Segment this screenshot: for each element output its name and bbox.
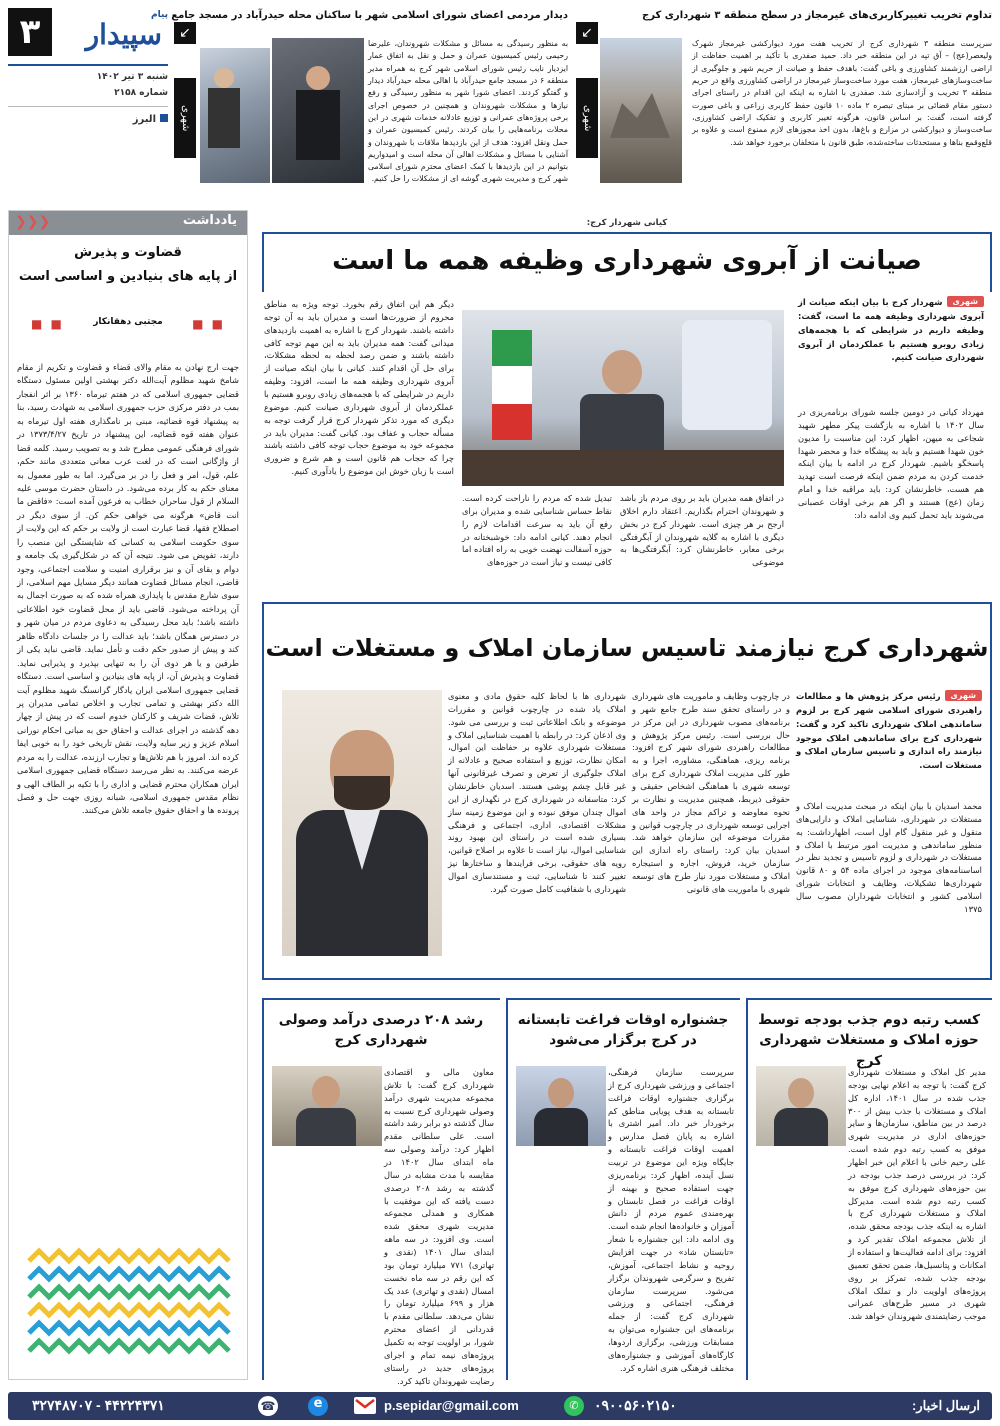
bottom-body: معاون مالی و اقتصادی شهرداری کرج گفت: با تلاش مجموعه مدیریت شهری درآمد وصولی شهرداری کرج نسبت به سال گذشته دو برابر رشد داشته است. علی سلطانی مقدم اظهار کرد: درآمد وصولی سه ماه ابتدای سال ۱۴۰۲ در مقایسه با مدت مشابه در سال گذشته به رشد ۲۰۸ درصدی دست یافته که این موفقیت با همکاری و همدلی مجموعه مدیریت شهری محقق شده است. وی افزود: در سه ماهه ابتدای سال ۱۴۰۱ (نقدی و تهاتری) ۷۷۱ میلیارد تومان بود که این رقم در سه ماه نخست امسال (نقدی و تهاتری) عدد یک هزار و ۶۹۹ میلیارد تومان را نشان می‌دهد. سلطانی مقدم با قدردانی از اعضای محترم شورا، بر اولویت توجه به تکمیل پروژه‌های نیمه تمام و اجرای پروژه‌های جدید در راستای رضایت شهروندان تاکید کرد.	[384, 1067, 495, 1386]
iran-flag-shape	[492, 330, 532, 440]
arrow-down-left-icon: ↙	[576, 22, 598, 44]
column-section-label: یادداشت	[182, 213, 237, 228]
footer-mobile-phone[interactable]: ۰۹۰۰۵۶۰۲۱۵۰	[594, 1397, 677, 1413]
person-body-shape	[580, 394, 664, 454]
dots-left-icon: ■ ■	[31, 317, 64, 331]
person-head-shape	[306, 66, 330, 90]
logo	[56, 8, 168, 58]
story-photo-demolition	[600, 38, 682, 183]
column-title-1: قضاوت و پذیرش	[74, 245, 182, 260]
feature-kicker: کیانی شهردار کرج:	[586, 218, 668, 228]
top-story-headline[interactable]: دیدار مردمی اعضای شورای اسلامی شهر با ساکنان محله حیدرآباد در مسجد جامع	[171, 10, 568, 21]
province-marker-icon	[160, 114, 168, 122]
masthead-divider	[8, 106, 168, 107]
dots-right-icon: ■ ■	[192, 317, 225, 331]
bottom-story-budget	[746, 998, 992, 1380]
page-number: ۳	[8, 8, 52, 56]
feature-col-2: در چارچوب وظایف و ماموریت های شهرداری و در راستای تحقق سند طرح جامع شهر و برنامه‌های مصوب شهرداری در این مرکز در حال بررسی است. رئیس مرکز پژوهش و مطالعات راهبردی شورای شهر کرج افزود: برنامه ریزی، هماهنگی، مشاوره، اجرا و به طور کلی مدیریت املاک شهرداری کرج برای توسعه شهری با هماهنگی اشخاص حقیقی و حقوقی ذیربط، همچنین مدیریت و نظارت بر نحوه معاوضه و تراکم مجاز در واحد های اجرایی توسعه شهرداری در چارچوب قوانین و مقررات موضوعه این سازمان خواهد شد. اسدیان بیان کرد: راستای راه اندازی این سازمان خرید، فروش، اجاره و استیجاره املاک و مستغلات مورد نیاز طرح های توسعه شهری با ماموریت های قانونی	[632, 691, 790, 894]
logo-big-text: سپیدار	[85, 18, 162, 51]
feature-col-1: مهرداد کیانی در دومین جلسه شورای برنامه‌ریزی در سال ۱۴۰۲ با اشاره به بازگشت پیکر مطهر شهید شجاعی به میهن، اظهار کرد: این مناسبت را مدیون خون شهدا هستیم و باید به پیشگاه خدا و محضر شهدا پاسخگو باشیم. شهردار کرج در ادامه با بیان اینکه خدمت کردن به مردم ضمن اینکه فرصت است تهدید هم هست، خاطرنشان کرد: باید مراقبه خدا و امام زمان (عج) هستند و اگر هم برخی اوقات عصبانی می‌شوند باید تحمل کنیم وی ادامه داد:	[798, 407, 985, 520]
bottom-story-festival	[506, 998, 740, 1380]
province-name: البرز	[132, 114, 156, 125]
section-tag: شهری	[947, 296, 984, 307]
gmail-icon[interactable]	[354, 1397, 376, 1414]
web-e-icon[interactable]: e	[308, 1396, 328, 1416]
feature-headline[interactable]: شهرداری کرج نیازمند تاسیس سازمان املاک و مستغلات است	[265, 634, 989, 662]
feature-col-2: در اتفاق همه مدیران باید بر روی مردم باز باشد و شهروندان احترام بگذاریم. اعتقاد دارم اخلاق ارجح بر هر چیزی است. شهردار کرج در بخش دیگری با اشاره به گلایه شهروندان از آبگرفتگی برخی معابر، خاطرنشان کرد: آبگرفتگی‌ها به موضوعی	[620, 493, 784, 568]
phone-icon: ☎	[258, 1396, 278, 1416]
story-photo-speaker	[272, 38, 364, 183]
footer-label: ارسال اخبار:	[912, 1398, 980, 1413]
opinion-column	[8, 210, 248, 1380]
bottom-headline[interactable]: جشنواره اوقات فراغت تابستانه در کرج برگزار می‌شود	[517, 1012, 729, 1049]
section-tag: شهری	[945, 690, 982, 701]
feature-lead: رئیس مرکز پژوهش ها و مطالعات راهبردی شورای اسلامی شهر کرج بر لزوم ساماندهی املاک شهرداری تاکید کرد و گفت: شهرداری کرج برای ساماندهی املاک موجود نیازمند راه اندازی و تاسیس سازمان املاک و مستغلات است.	[796, 691, 982, 771]
bottom-story-revenue	[262, 998, 500, 1386]
column-body: جهت ارج نهادن به مقام والای قضاء و قضاوت و تکریم از مقام شامخ شهید مظلوم آیت‌الله دکتر بهشتی اولین مسئول دستگاه قضایی جمهوری اسلامی که در هفتم تیرماه ۱۳۶۰ بر اثر انفجار بمب در دفتر مرکزی حزب جمهوری اسلامی به شهادت رسید، بنا به پیشنهاد قوه قضائیه، مبنی بر نامگذاری هفته اول تیرماه به عنوان هفته قوه قضائیه، این پیشنهاد در تاریخ ۱۳۷۳/۴/۲۷ در شورای فرهنگی عمومی مطرح شد و به تصویب رسید. کلمه قضا از واژگانی است که در لغت عرب معانی متعددی مانند حکم، علم، قول، امر و فعل را در بر می‌گیرد. اما به طور معمول به معنای حکم به کار برده می‌شود. در داستان حضرت موسی علیه السلام از قول ساحران خطاب به فرعون آمده است: «فاقض ما انت قاض» هرگونه می خواهی حکم کن. از سوی دیگر در اصطلاح فقها، قضا عبارت است از ولایت بر حکم که این ولایت از سوی حکومت اسلامی به کسانی که شایستگی این منصب را دارند، تفویض می شود. نتیجه آن که در شکل‌گیری یک جامعه و دوام و بقای آن و نیز برقراری امنیت و سلامت اجتماعی، وجود قاضی، انجام مسائل قضاوت همانند دیگر مسایل مهم اسلامی، از سوی شارع مقدس با پایداری همراه شده که به صورت اجمال به آن پرداخته می‌شود. قاضی باید از محل قضاوت خود اطلاعاتی داشته باشد؛ باید محل رسیدگی به دعاوی مردم در میان شهر و در دسترس همگان باشد؛ باید عدالت را در جلسات دادگاه ظاهر کند و پیش از صدور حکم دقت و تأمل نماید. قاضی نباید یکی از طرفین و یا هر دوی آن را به تنهایی بپذیرد و پذیرایی نماید. قضاوت و پذیرش آن، از پایه های بنیادین و اساسی است. دستگاه قضایی جمهوری اسلامی ایران یادگار گرانسنگ شهید مظلوم آیت الله دکتر بهشتی و تمامی تجارب و اخلاص تمامی مدیران پر تلاش، قضات شریف و کارکنان خدوم است که در پیش از چهار دهه گذشته در اجرای عدالت و احقاق حق به مبانی احکام نورانی اسلام عزیز و زیر سایه ولایت، نقش تاریخی خود را به خوبی ایفا کرده اند. امروز با هم تلاش‌ها و تجارب ارزنده، عدالت را به مردم عرضه می‌کنند. به نظر می‌رسد دستگاه قضایی جمهوری اسلامی ایران همکاران محترم قضایی و اداری را با تکیه بر الطاف الهی و نظام مقدس جمهوری اسلامی، شبانه روزی جهت حل و فصل پرونده ها و احقاق حقوق جامعه تلاش می‌کنند.	[17, 362, 239, 816]
column-header	[9, 211, 247, 235]
section-side-label: شهری	[174, 78, 196, 158]
feature-kiani	[262, 210, 992, 582]
footer-email[interactable]: p.sepidar@gmail.com	[384, 1398, 519, 1413]
masthead	[8, 8, 168, 184]
feature-lead-block	[796, 690, 982, 773]
person-beard-shape	[334, 776, 390, 810]
feature-col-1: محمد اسدیان با بیان اینکه در مبحث مدیریت املاک و مستغلات در شهرداری، شناسایی املاک و دارایی‌های منقول و غیر منقول گام اول است، اظهارداشت: به منظور ساماندهی و مدیریت امور مرتبط با املاک و مستغلات در شهرداری و لزوم تاسیس و تجدید نظر در اساسنامه‌های موجود در اجرای ماده ۵۴ و ۸۰ قانون شهرداری‌ها تشکیلات، وظایف و انتخابات شورای اسلامی کشور و انتخابات شهرداران مصوب سال ۱۳۷۵	[796, 801, 982, 914]
feature-lead-block	[798, 296, 984, 365]
column-chevron-icon: ❮❮❮	[15, 214, 51, 230]
rubble-shape	[610, 88, 670, 138]
person-body-shape	[208, 88, 240, 148]
feature-amlak	[262, 602, 992, 980]
feature-col-3: تبدیل شده که مردم را ناراحت کرده است. نقاط حساس شناسایی شده و مدیران برای رفع آن باید به سرعت اقدامات لازم را انجام دهند. کیانی ادامه داد: خوشبختانه در حوزه آسفالت نهضت خوبی به راه افتاده اما کافی نیست و نیاز است در حوزه‌های	[462, 493, 612, 568]
footer-office-phone[interactable]: ۳۲۷۴۸۷۰۷ - ۴۴۲۲۴۳۷۱	[32, 1397, 165, 1413]
story-photo-council	[200, 48, 270, 183]
decorative-pattern	[29, 1251, 229, 1371]
zigzag-pattern-icon	[29, 1251, 229, 1371]
section-side-label: شهری	[576, 78, 598, 158]
issue-line: شماره ۲۱۵۸	[114, 88, 168, 98]
top-story-demolition	[576, 8, 992, 184]
person-body-shape	[296, 90, 340, 160]
person-head-shape	[602, 350, 642, 394]
feature-photo-kiani	[462, 310, 784, 486]
logo-small-text: پیام	[150, 10, 168, 20]
column-title-2: از پایه های بنیادین و اساسی است	[18, 269, 238, 284]
top-story-heydarabad	[171, 8, 568, 184]
top-story-headline[interactable]: تداوم تخریب تغییرکاربری‌های غیرمجاز در سطح منطقه ۳ شهرداری کرج	[642, 10, 992, 21]
top-story-body: سرپرست منطقه ۳ شهرداری کرج از تخریب هفت مورد دیوارکشی غیرمجاز شهرک ولیعصر(عج) – آق تپه در این منطقه خبر داد. حمید صفدری با تأکید بر اهمیت حفاظت از اراضی ارزشمند کشاورزی و باغی گفت: باهدف حفظ و صیانت از حریم شهر و جلوگیری از ساخت‌وسازهای غیرمجاز، هفت مورد ساخت‌وساز غیرمجاز در اراضی کشاورزی واقع در حریم منطقه ۳ تخریب و آزادسازی شد. صفدری با اشاره به اینکه این اقدام در راستای اجرای دستور مقام قضائی بر مبنای تبصره ۲ ماده ۱۰ قانون حفظ کاربری زراعی و باغی صورت گرفته است، گفت: بر اساس قانون، هرگونه تغییر کاربری و تفکیک اراضی کشاورزی، ساخت‌وساز و دیوارکشی در مزارع و باغ‌ها، بدون اخذ مجوزهای لازم ممنوع است و علاوه بر قلع‌وقمع بناها و مستحدثات ساخته‌شده، طبق قانون با متخلفان برخورد خواهد شد.	[692, 39, 993, 147]
feature-photo-asadian	[282, 690, 442, 956]
feature-col-4: دیگر هم این اتفاق رقم بخورد. توجه ویژه به مناطق محروم از ضرورت‌ها است و مدیران باید به آن توجه داشته باشند. شهردار کرج با اشاره به اهمیت بازدیدهای میدانی گفت: همه مدیران باید به این مهم توجه کافی داشته باشند و ضمن رصد لحظه به لحظه مشکلات، برای حل آن اقدام کنند. کیانی با بیان اینکه صیانت از آبروی شهرداری وظیفه همه ما است، افزود: وظیفه داریم در شرایطی که با هجمه‌های زیادی روبرو هستیم با عملکردمان از آبروی شهرداری صیانت کنیم. موضوع دیگری که مورد تذکر شهردار کرج قرار گرفت توجه به مسأله حجاب و عفاف بود. کیانی گفت: مدیران باید در مجموعه خود به موضوع حجاب توجه کافی داشته باشند چرا که حجاب هم قانون است و هم شرع و ضروری است با زبان خوش این موضوع را یادآوری کنیم.	[264, 299, 454, 477]
bottom-body: سرپرست سازمان فرهنگی، اجتماعی و ورزشی شهرداری کرج از برگزاری جشنواره اوقات فراغت تابستانه به هدف پویایی مناطق کم برخوردار خبر داد. امیر اشتری با اشاره به پایان فصل مدارس و اهمیت اوقات فراغت تابستانه و جایگاه ویژه این موضوع در تربیت نسل آینده، اظهار کرد: برنامه‌ریزی جهت استفاده صحیح و بهینه از اوقات فراغت در فصل تابستان و بهره‌مندی عموم مردم از دانش آموزان و خانواده‌ها انجام شده است. وی ادامه داد: این جشنواره با شعار «تابستان شاد» در جهت افزایش روحیه و نشاط اجتماعی، آموزش، تفریح و سرگرمی شهروندان برگزار می‌شود. سرپرست سازمان فرهنگی، اجتماعی و ورزشی شهرداری کرج گفت: از جمله برنامه‌های این جشنواره می‌توان به مسابقات ورزشی، برگزاری اردوها، کارگاه‌های آموزشی و جشنواره‌های مختلف فرهنگی هنری اشاره کرد.	[608, 1067, 734, 1373]
bottom-headline[interactable]: کسب رتبه دوم جذب بودجه توسط حوزه املاک و مستغلات شهرداری کرج	[758, 1012, 980, 1069]
footer-bar	[8, 1392, 992, 1420]
desk-shape	[462, 450, 784, 486]
feature-col-3: شهرداری ها با لحاظ کلیه حقوق مادی و معنوی املاک یاد شده در چارچوب قوانین و مقررات موضوعه و بانک اطلاعاتی ثبت و بررسی می شود. وی اذعان کرد: در رابطه با اهمیت شناسایی املاک و مستغلات شهرداری علاوه بر حفاظت این اموال، امکان نظارت، توزیع و استفاده صحیح و عادلانه از املاک جلوگیری از تعرض و تصرف غیرقانونی آنها غیر قابل چشم پوشی هستند. اسدیان خاطرنشان کرد: متاسفانه در شهرداری کرج در نگهداری از این اموال چندان موفق نبوده و این موضوع زمینه ساز مشکلات اقتصادی، اداری، اجتماعی و فرهنگی بسیاری شده است در راستای این بهبود روند شناسایی اموال، نیاز است تا علاوه بر اصلاح قوانین، رویه های حقوقی، برخی فرایندها و ساختارها نیز تغییر کنند تا شناسایی، ثبت و مستندسازی اموال شهرداری با شفافیت کامل صورت گیرد.	[448, 691, 626, 894]
masthead-rule	[8, 64, 168, 66]
column-author: مجتبی دهقانکار	[93, 317, 163, 327]
bottom-body: مدیر کل املاک و مستغلات شهرداری کرج گفت: با توجه به اعلام نهایی بودجه جذب شده در سال ۱۴۰۱، اداره کل املاک و مستغلات با جذب بیش از ۳۰۰ درصد در بین مناطق، سازمان‌ها و سایر حوزه‌های اداری در مدیریت شهری موفق به کسب رتبه دوم شده است. علی رحیم خانی با اعلام این خبر اظهار کرد: در بررسی درصد جذب بودجه در بین حوزه‌های شهرداری کرج موفق به کسب رتبه دوم شده است. مدیرکل املاک و مستغلات شهرداری کرج با اشاره به اینکه جذب بودجه محقق شده، از تلاش مجموعه املاک تقدیر کرد و افزود: برای ادامه فعالیت‌ها و استفاده از امکانات و پتانسیل‌ها، ضمن تحقق تعمیق بودجه جذب شده، تمرکز بر روی پروژه‌های اولویت دار و تملک املاک شهری در مسیر طرح‌های عمرانی موجب رضایتمندی شهروندان خواهد شد.	[848, 1067, 986, 1322]
logo-emblem-shape	[682, 320, 772, 430]
bottom-headline[interactable]: رشد ۲۰۸ درصدی درآمد وصولی شهرداری کرج	[278, 1012, 484, 1049]
date-line: شنبه ۳ تیر ۱۴۰۲	[96, 72, 168, 82]
arrow-down-left-icon: ↙	[174, 22, 196, 44]
whatsapp-icon[interactable]: ✆	[564, 1396, 584, 1416]
province-label	[133, 114, 168, 125]
person-head-shape	[214, 68, 234, 88]
feature-lead: شهردار کرج با بیان اینکه صیانت از آبروی شهرداری وظیفه همه ما است، گفت: وظیفه داریم در شرایطی که با هجمه‌های زیادی روبرو هستیم با عملکردمان از آبروی شهرداری صیانت کنیم.	[798, 297, 984, 363]
feature-headline[interactable]: صیانت از آبروی شهرداری وظیفه همه ما است	[332, 246, 922, 276]
top-story-body: به منظور رسیدگی به مسائل و مشکلات شهروندان، علیرضا رحیمی رئیس کمیسیون عمران و حمل و نقل به اتفاق عمار ایزدیار نایب رئیس شورای اسلامی شهر کرج به همراه مدیر منطقه ۶ در مسجد جامع حیدرآباد با اهالی محله حیدرآباد دیدار و گفتگو کردند. اعضای شورا شهر به منظور رسیدگی و رفع نیازها و مشکلات شهروندان و همچنین در خصوص اجرای برخی پروژه‌های عمرانی و توزیع عادلانه خدمات شهری در این محلات برنامه‌هایی را بیان کردند. رئیس کمیسیون عمران و حمل ونقل افزود: هدف از این بازدیدها ملاقات با شهروندان و آشنایی با مسائل و مشکلات اهالی آن محله است و امیدواریم بتوانیم در این بازدیدها با کمک اعضای محترم شورای اسلامی شهر کرج و مدیریت شهری گوشه ای از مشکلات را حل کنیم.	[368, 39, 568, 184]
